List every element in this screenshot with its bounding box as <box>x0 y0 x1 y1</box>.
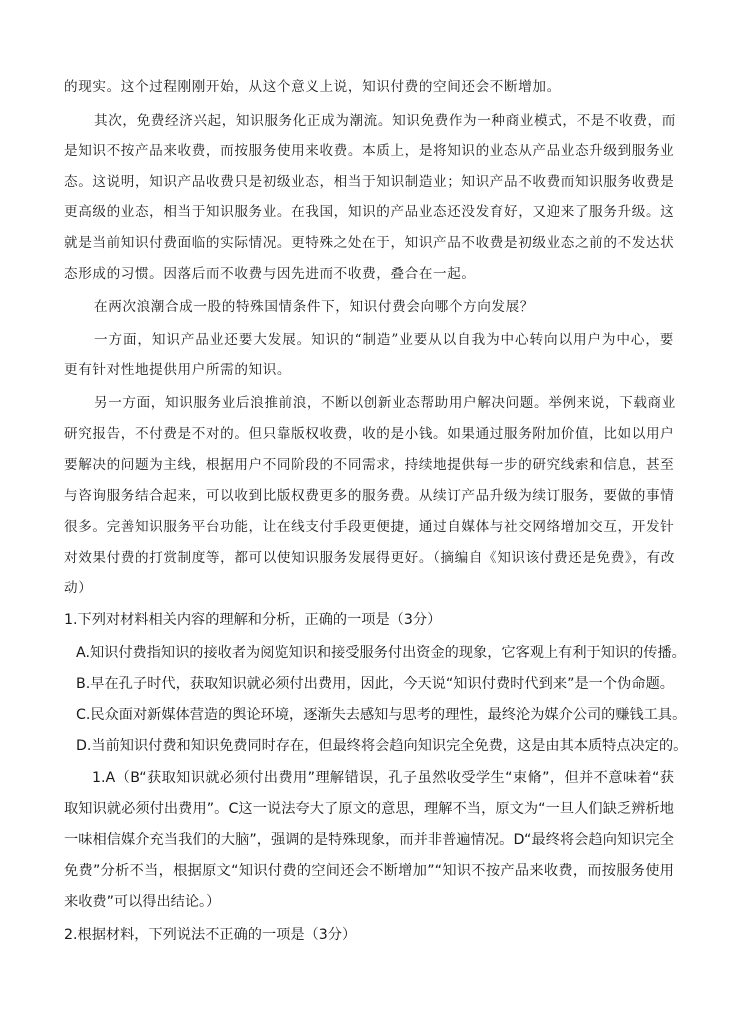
article-line: 的现实。这个过程刚刚开始，从这个意义上说，知识付费的空间还会不断增加。 <box>64 79 561 95</box>
article-line: 态。这说明，知识产品收费只是初级业态，相当于知识制造业；知识产品不收费而知识服务收费是 <box>64 174 675 190</box>
question-1-option-c: C.民众面对新媒体营造的舆论环境，逐渐失去感知与思考的理性，最终沦为媒介公司的赚钱工具。 <box>76 707 687 723</box>
article-line: 是知识不按产品来收费，而按服务使用来收费。本质上，是将知识的业态从产品业态升级到服务业 <box>64 143 675 159</box>
article-line: 其次，免费经济兴起，知识服务化正成为潮流。知识免费作为一种商业模式，不是不收费，而 <box>94 113 676 129</box>
question-2-stem: 2.根据材料，下列说法不正确的一项是（3分） <box>64 927 357 943</box>
article-line: 对效果付费的打赏制度等，都可以使知识服务发展得更好。（摘编自《知识该付费还是免费》，有改 <box>64 550 675 566</box>
article-line: 动） <box>64 580 93 596</box>
question-1-option-b: B.早在孔子时代，获取知识就必须付出费用，因此，今天说“知识付费时代到来”是一个伪命题。 <box>76 676 674 692</box>
question-1-option-a: A.知识付费指知识的接收者为阅览知识和接受服务付出资金的现象，它客观上有利于知识的传播。 <box>76 645 686 661</box>
question-1-answer-line: 来收费”可以得出结论。） <box>64 894 221 910</box>
article-line: 就是当前知识付费面临的实际情况。更特殊之处在于，知识产品不收费是初级业态之前的不发达状 <box>64 235 675 251</box>
question-1-option-d: D.当前知识付费和知识免费同时存在，但最终将会趋向知识完全免费，这是由其本质特点决定的。 <box>76 738 688 754</box>
article-line: 在两次浪潮合成一股的特殊国情条件下，知识付费会向哪个方向发展？ <box>94 299 535 315</box>
question-1-stem: 1.下列对材料相关内容的理解和分析，正确的一项是（3分） <box>64 612 442 628</box>
question-1-answer-line: 一味相信媒介充当我们的大脑”，强调的是特殊现象，而并非普遍情况。D“最终将会趋向知识完全 <box>64 832 674 848</box>
article-line: 研究报告，不付费是不对的。但只靠版权收费，收的是小钱。如果通过服务附加价值，比如以用户 <box>64 426 675 442</box>
article-line: 要解决的问题为主线，根据用户不同阶段的不同需求，持续地提供每一步的研究线索和信息，甚至 <box>64 457 675 473</box>
article-line: 一方面，知识产品业还要大发展。知识的“制造”业要从以自我为中心转向以用户为中心，要 <box>94 332 674 348</box>
article-line: 更有针对性地提供用户所需的知识。 <box>64 362 292 378</box>
article-line: 很多。完善知识服务平台功能，让在线支付手段更便捷，通过自媒体与社交网络增加交互，开发针 <box>64 519 675 535</box>
article-line: 与咨询服务结合起来，可以收到比版权费更多的服务费。从续订产品升级为续订服务，要做的事情 <box>64 488 675 504</box>
article-line: 态形成的习惯。因落后而不收费与因先进而不收费，叠合在一起。 <box>64 266 476 282</box>
article-line: 另一方面，知识服务业后浪推前浪，不断以创新业态帮助用户解决问题。举例来说，下载商业 <box>94 395 676 411</box>
article-line: 更高级的业态，相当于知识服务业。在我国，知识的产品业态还没发育好，又迎来了服务升级。这 <box>64 204 675 220</box>
question-1-answer-line: 免费”分析不当，根据原文“知识付费的空间还会不断增加”“知识不按产品来收费，而按服务使用 <box>64 863 674 879</box>
question-1-answer-line: 1.A（B“获取知识就必须付出费用”理解错误，孔子虽然收受学生“束脩”，但并不意味着“获 <box>92 770 674 786</box>
question-1-answer-line: 取知识就必须付出费用”。C这一说法夸大了原文的意思，理解不当，原文为“一旦人们缺乏辨析地 <box>64 801 674 817</box>
